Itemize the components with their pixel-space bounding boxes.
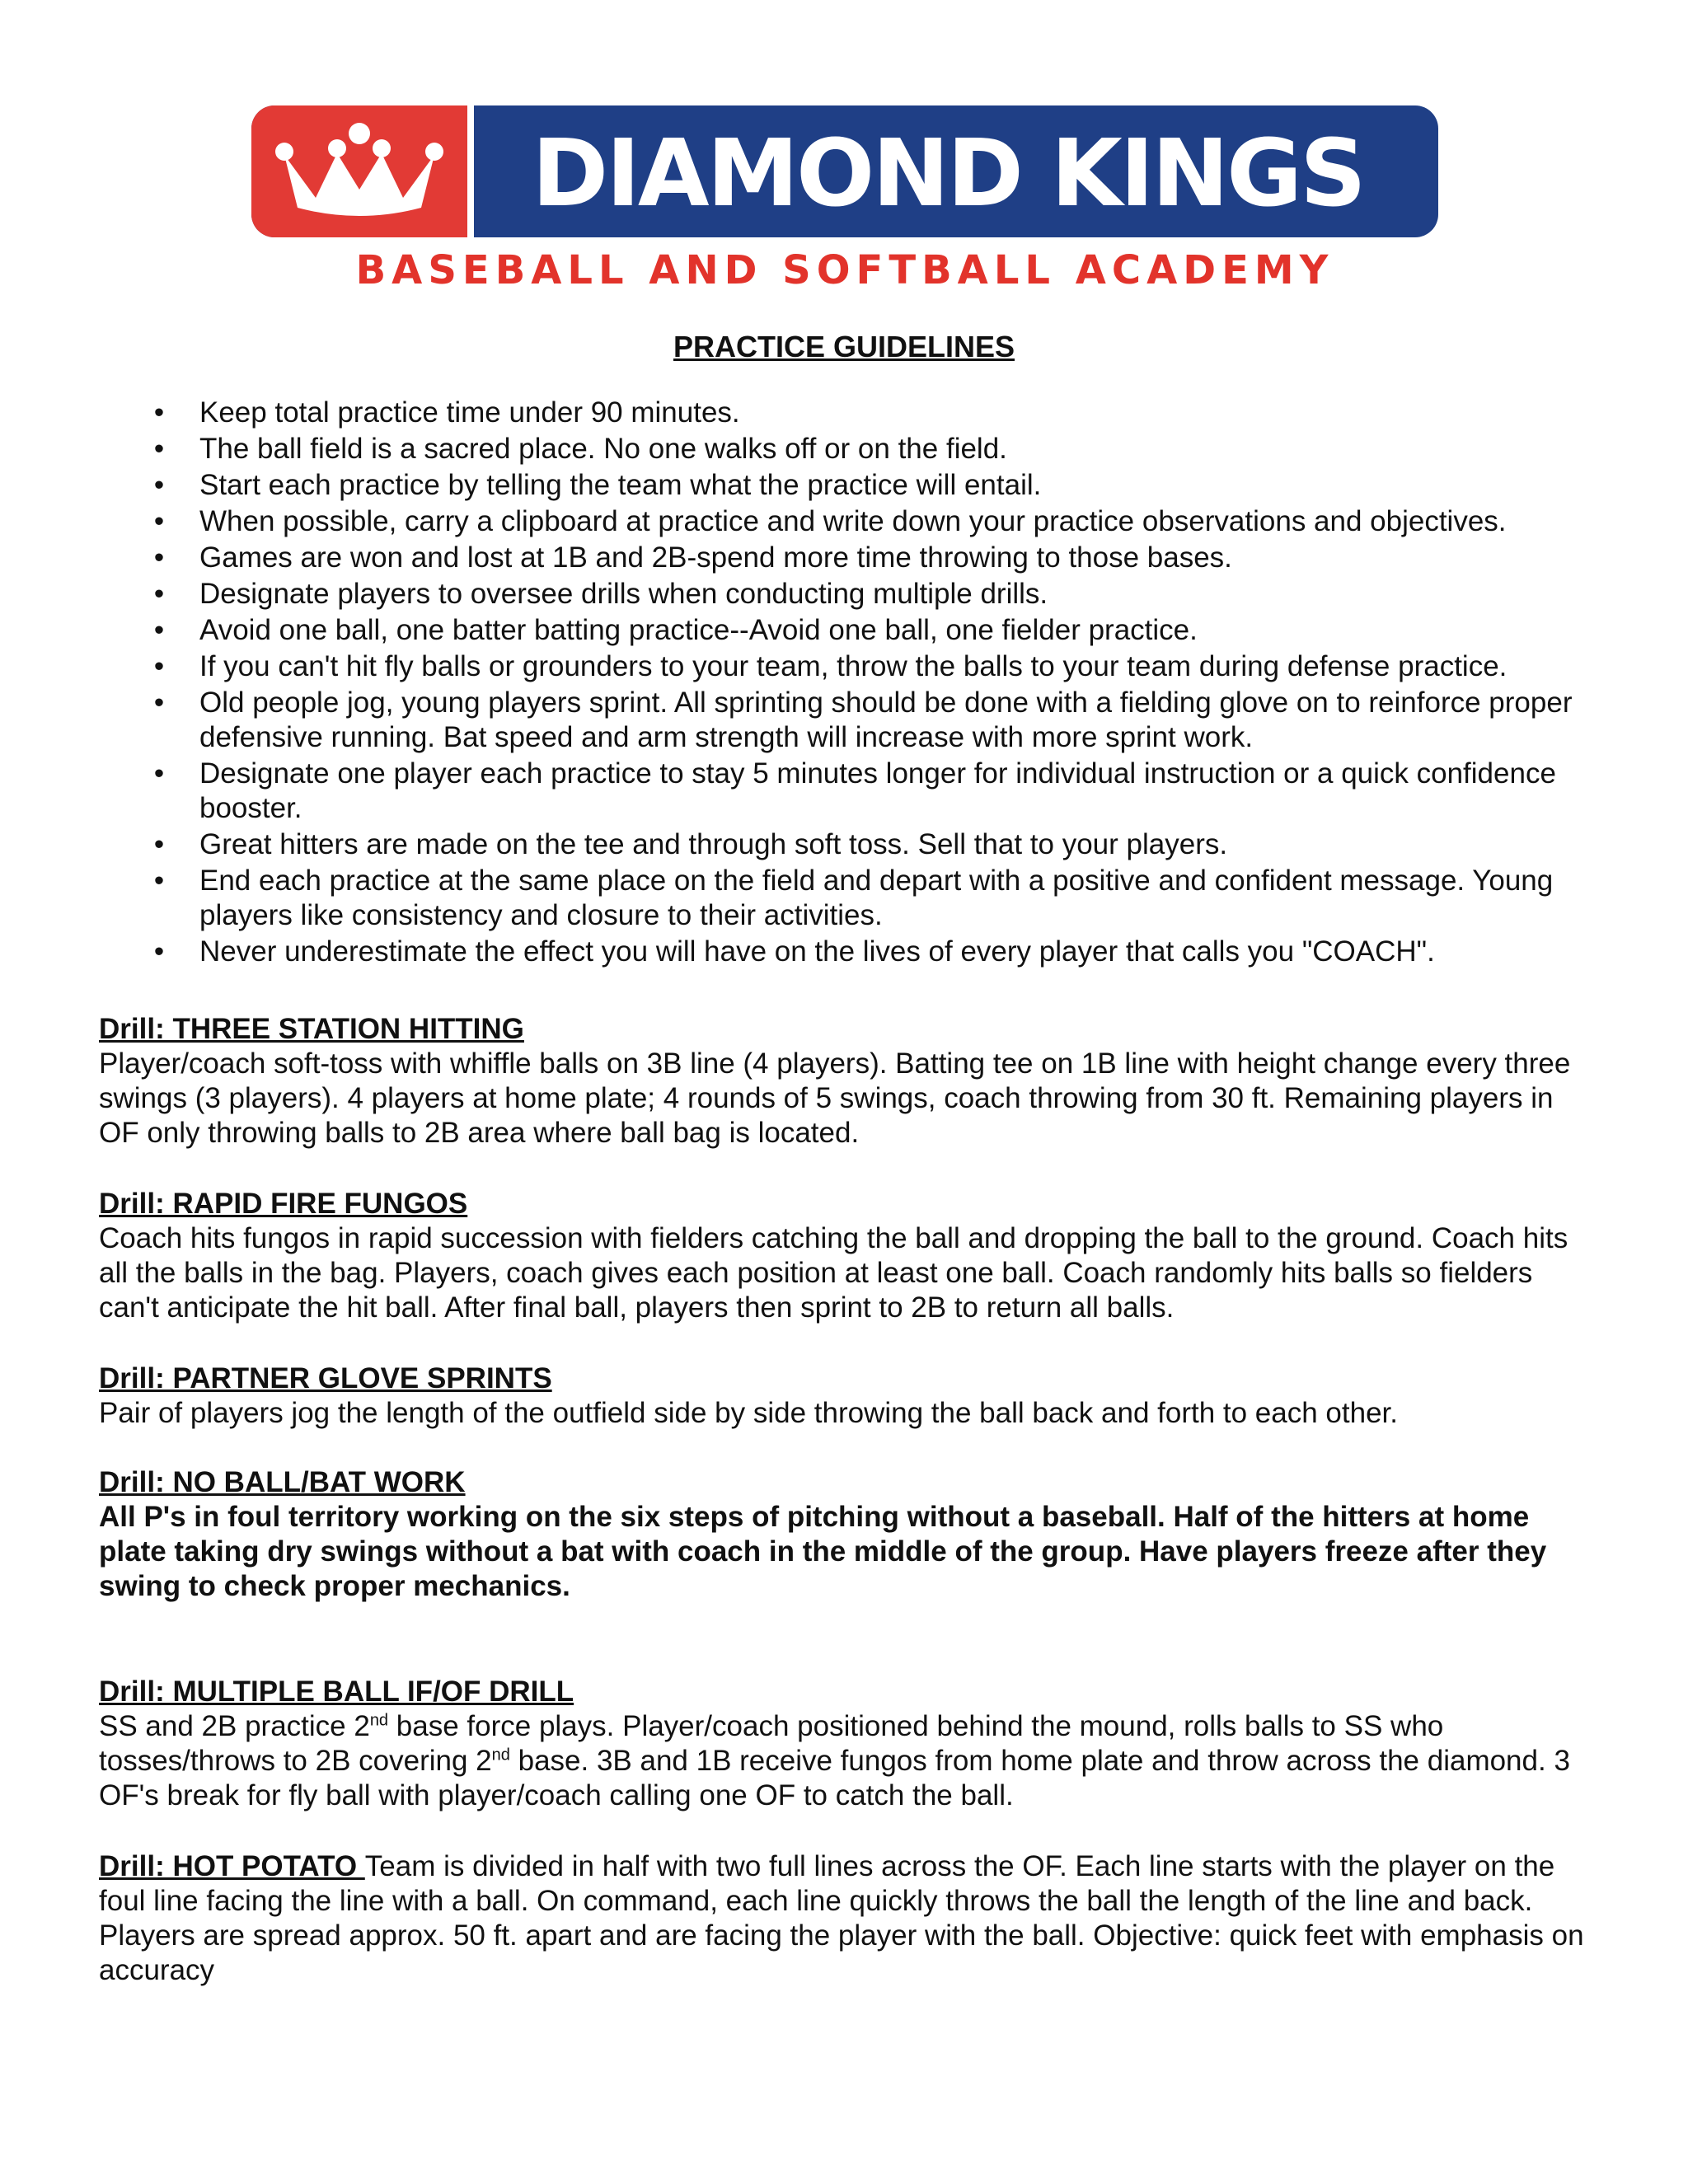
drill-text: Team is divided in half with two full lines across the OF. Each line starts with the player on the foul line facing the line with a ball. On command, each line quickly throws the ball the length of the line and back. Players are spread approx. 50 ft. apart and are facing the player with the ball. Objective: quick feet with emphasis on accuracy <box>99 1850 1584 1986</box>
logo-subtitle: BASEBALL AND SOFTBALL ACADEMY <box>355 247 1334 293</box>
guideline-item <box>147 396 1597 430</box>
guideline-text: End each practice at the same place on the field and depart with a positive and confident message. Young players like consistency and closure to their activities. <box>199 865 1554 931</box>
drill-heading: Drill: RAPID FIRE FUNGOS <box>99 1188 468 1220</box>
drill-description: Pair of players jog the length of the outfield side by side throwing the ball back and forth to each other. <box>99 1397 1398 1429</box>
logo-divider <box>467 105 474 237</box>
logo-wordmark: DIAMOND KINGS <box>532 120 1364 227</box>
guideline-item <box>147 864 1597 933</box>
guideline-item <box>147 577 1597 612</box>
bullet-icon: • <box>153 687 165 719</box>
bullet-icon: • <box>153 828 165 860</box>
guideline-text: Start each practice by telling the team what the practice will entail. <box>199 469 1042 501</box>
bullet-icon: • <box>153 578 165 610</box>
drill-rapid-fire-fungos <box>99 1187 1599 1325</box>
academy-logo <box>251 105 1438 295</box>
bullet-icon: • <box>153 935 165 968</box>
guideline-text: Keep total practice time under 90 minutes. <box>199 396 740 429</box>
drill-multiple-ball-if-of <box>99 1675 1599 1813</box>
guideline-text: If you can't hit fly balls or grounders to your team, throw the balls to your team during defense practice. <box>199 650 1507 682</box>
drill-description: Player/coach soft-toss with whiffle balls on 3B line (4 players). Batting tee on 1B line with height change every three swings (3 players). 4 players at home plate; 4 rounds of 5 swings, coach throwing from 30 ft. Remaining players in OF only throwing balls to 2B area where ball bag is located. <box>99 1047 1571 1149</box>
guideline-item <box>147 827 1597 862</box>
bullet-icon: • <box>153 469 165 501</box>
bullet-icon: • <box>153 433 165 465</box>
ordinal-suffix: nd <box>369 1711 389 1730</box>
guideline-item <box>147 468 1597 503</box>
drill-heading: Drill: NO BALL/BAT WORK <box>99 1466 466 1498</box>
drill-hot-potato <box>99 1849 1599 1988</box>
ordinal-suffix: nd <box>491 1746 510 1765</box>
bullet-icon: • <box>153 396 165 429</box>
drill-description: All P's in foul territory working on the six steps of pitching without a baseball. Half of the hitters at home plate taking dry swings without a bat with coach in the middle of the group. Have players freeze after they swing to check proper mechanics. <box>99 1501 1547 1602</box>
drill-description <box>99 1709 1599 1813</box>
guidelines-list <box>147 396 1597 971</box>
drill-three-station-hitting <box>99 1012 1599 1151</box>
drill-partner-glove-sprints <box>99 1361 1599 1431</box>
guideline-item <box>147 935 1597 969</box>
guideline-text: Designate one player each practice to stay 5 minutes longer for individual instruction or a quick confidence booster. <box>199 757 1556 824</box>
bullet-icon: • <box>153 650 165 682</box>
drill-text: SS and 2B practice 2 <box>99 1710 370 1742</box>
guideline-text: Designate players to oversee drills when conducting multiple drills. <box>199 578 1048 610</box>
drill-text: base force plays. Player/coach positioned behind the mound, rolls balls to SS who tosses/throws to 2B covering 2 <box>99 1710 1444 1777</box>
guideline-item <box>147 541 1597 575</box>
drill-heading: Drill: PARTNER GLOVE SPRINTS <box>99 1362 552 1394</box>
guideline-text: Games are won and lost at 1B and 2B-spend more time throwing to those bases. <box>199 541 1232 574</box>
bullet-icon: • <box>153 865 165 897</box>
drill-heading: Drill: MULTIPLE BALL IF/OF DRILL <box>99 1675 574 1708</box>
guideline-item <box>147 432 1597 466</box>
guideline-text: The ball field is a sacred place. No one walks off or on the field. <box>199 433 1007 465</box>
drill-description <box>99 1849 1599 1988</box>
guideline-item <box>147 757 1597 826</box>
guideline-item <box>147 613 1597 648</box>
bullet-icon: • <box>153 541 165 574</box>
drill-heading: Drill: HOT POTATO <box>99 1850 365 1882</box>
drill-text: base. 3B and 1B receive fungos from home plate and throw across the diamond. 3 OF's break for fly ball with player/coach calling one OF to catch the ball. <box>99 1745 1570 1811</box>
drill-heading: Drill: THREE STATION HITTING <box>99 1013 524 1045</box>
drill-no-ball-bat-work <box>99 1465 1599 1604</box>
guideline-item <box>147 504 1597 539</box>
guideline-text: Never underestimate the effect you will have on the lives of every player that calls you "COACH". <box>199 935 1435 968</box>
guideline-text: Avoid one ball, one batter batting practice--Avoid one ball, one fielder practice. <box>199 614 1198 646</box>
drill-description: Coach hits fungos in rapid succession with fielders catching the ball and dropping the ball to the ground. Coach hits all the balls in the bag. Players, coach gives each position at least one ball. Coach randomly hits balls so fielders can't anticipate the hit ball. After final ball, players then sprint to 2B to return all balls. <box>99 1222 1568 1324</box>
guideline-text: Great hitters are made on the tee and through soft toss. Sell that to your players. <box>199 828 1228 860</box>
page-title: PRACTICE GUIDELINES <box>673 330 1015 363</box>
guideline-item <box>147 649 1597 684</box>
guideline-item <box>147 686 1597 755</box>
guideline-text: When possible, carry a clipboard at practice and write down your practice observations and objectives. <box>199 505 1507 537</box>
guideline-text: Old people jog, young players sprint. All sprinting should be done with a fielding glove on to reinforce proper defensive running. Bat speed and arm strength will increase with more sprint work. <box>199 687 1573 753</box>
bullet-icon: • <box>153 614 165 646</box>
bullet-icon: • <box>153 505 165 537</box>
bullet-icon: • <box>153 757 165 790</box>
